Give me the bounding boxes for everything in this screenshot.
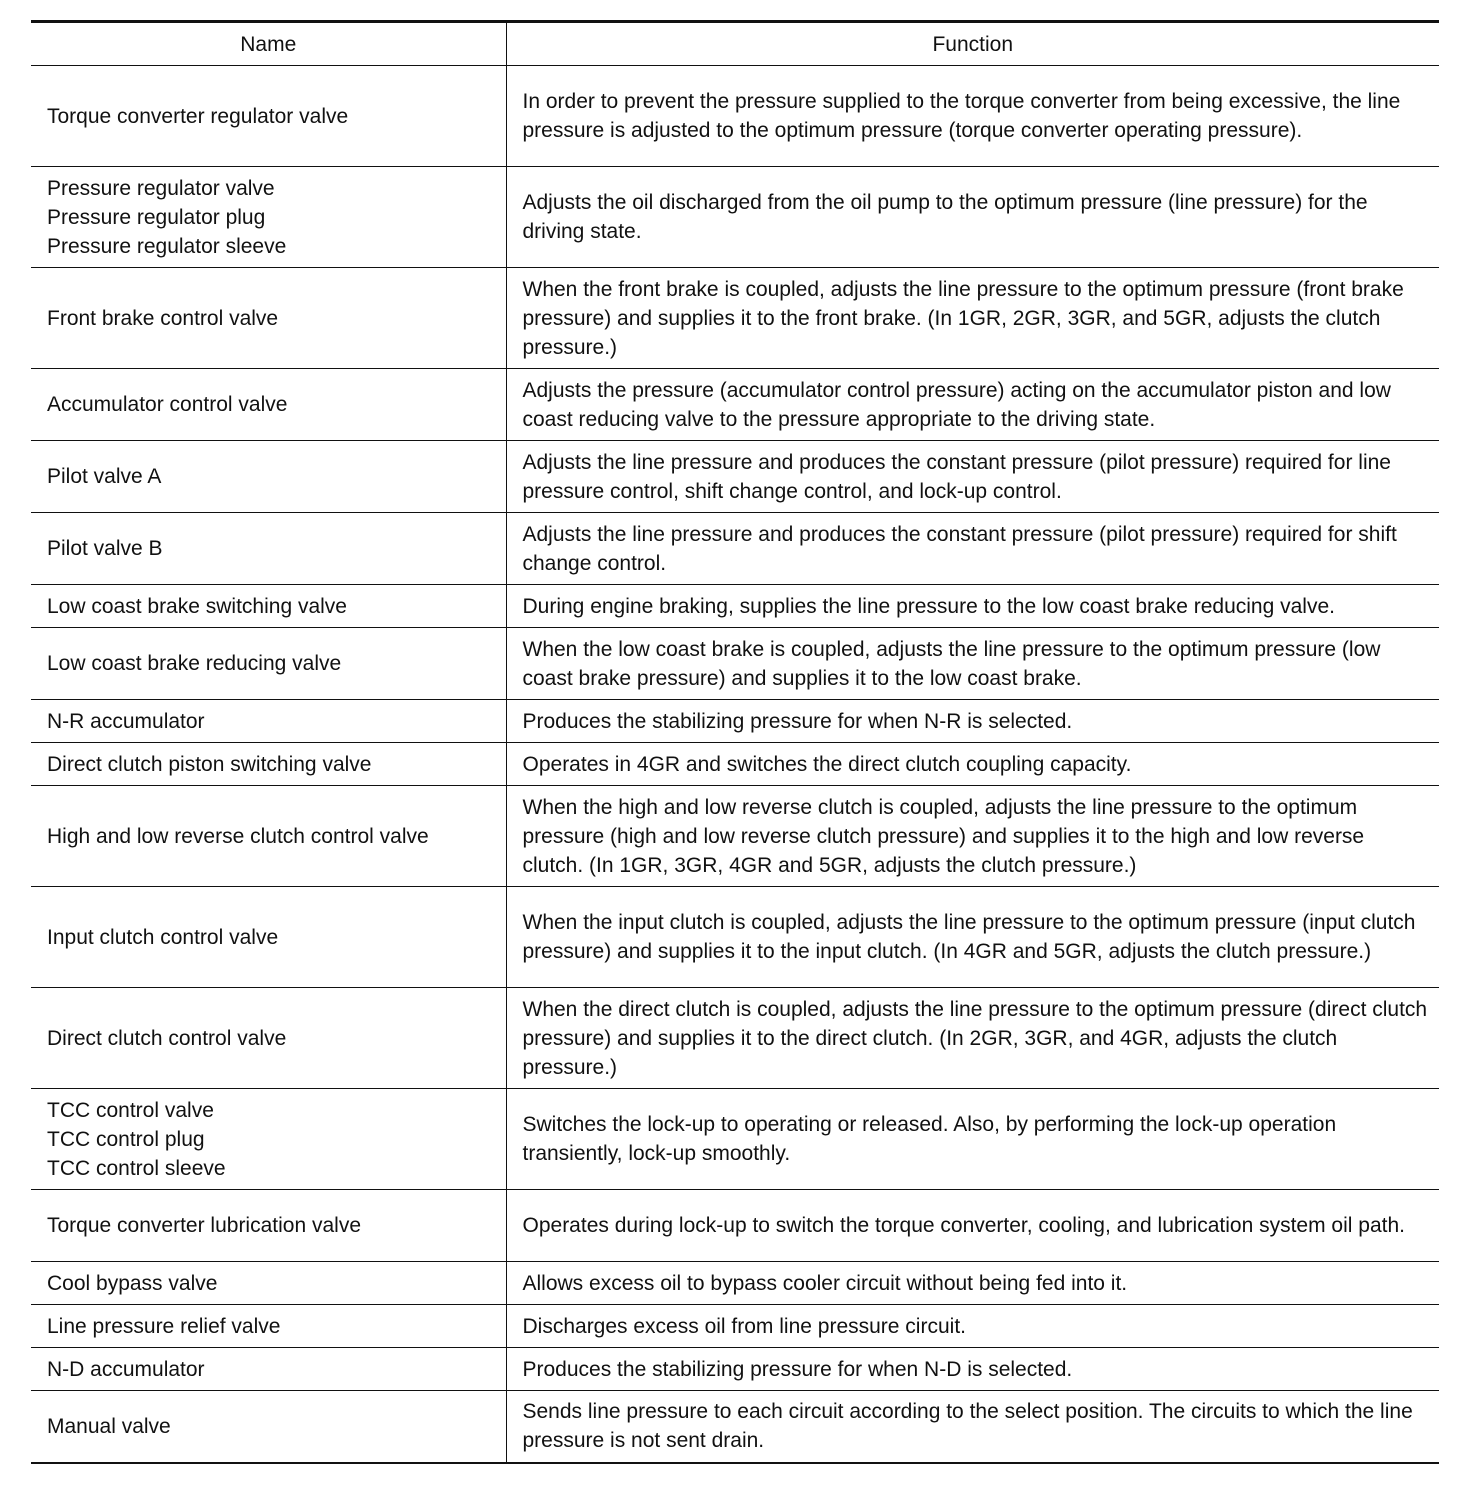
table-row: [31, 1305, 1439, 1348]
valve-name: Pressure regulator sleeve: [47, 234, 287, 258]
table-row: [31, 441, 1439, 513]
valve-name: Pressure regulator plug: [47, 205, 266, 229]
valve-name-cell: [31, 1348, 506, 1391]
valve-name-cell: [31, 66, 506, 167]
valve-name-cell: [31, 700, 506, 743]
valve-name: High and low reverse clutch control valve: [47, 824, 429, 848]
table-row: [31, 1089, 1439, 1190]
valve-name: Direct clutch control valve: [47, 1026, 287, 1050]
valve-name-cell: [31, 585, 506, 628]
valve-name: Pressure regulator valve: [47, 176, 275, 200]
valve-function-cell: When the low coast brake is coupled, adjusts the line pressure to the optimum pressure (low coast brake pressure) and supplies it to the low coast brake.: [506, 628, 1439, 700]
valve-name-cell: [31, 786, 506, 887]
table-row: [31, 700, 1439, 743]
valve-name-cell: [31, 1190, 506, 1262]
valve-name-cell: [31, 441, 506, 513]
table-row: [31, 887, 1439, 988]
valve-name: TCC control valve: [47, 1098, 214, 1122]
valve-name: Input clutch control valve: [47, 925, 279, 949]
valve-name-cell: [31, 988, 506, 1089]
table-row: [31, 167, 1439, 268]
valve-function-cell: Sends line pressure to each circuit according to the select position. The circuits to which the line pressure is not sent drain.: [506, 1391, 1439, 1463]
table-row: [31, 1348, 1439, 1391]
valve-function-cell: Operates in 4GR and switches the direct clutch coupling capacity.: [506, 743, 1439, 786]
valve-function-cell: When the input clutch is coupled, adjusts the line pressure to the optimum pressure (input clutch pressure) and supplies it to the input clutch. (In 4GR and 5GR, adjusts the clutch pressure.): [506, 887, 1439, 988]
valve-function-cell: Produces the stabilizing pressure for when N-R is selected.: [506, 700, 1439, 743]
table-row: [31, 1262, 1439, 1305]
table-row: [31, 988, 1439, 1089]
valve-name: Low coast brake switching valve: [47, 594, 347, 618]
valve-name: Manual valve: [47, 1414, 171, 1438]
valve-name-cell: [31, 887, 506, 988]
valve-function-cell: Produces the stabilizing pressure for when N-D is selected.: [506, 1348, 1439, 1391]
valve-name-cell: [31, 513, 506, 585]
valve-function-cell: During engine braking, supplies the line pressure to the low coast brake reducing valve.: [506, 585, 1439, 628]
valve-name: Line pressure relief valve: [47, 1314, 281, 1338]
table-row: [31, 1190, 1439, 1262]
table-row: [31, 1391, 1439, 1463]
valve-name: Pilot valve A: [47, 465, 162, 488]
valve-function-table: [31, 20, 1439, 1464]
valve-name-cell: [31, 369, 506, 441]
valve-function-cell: Allows excess oil to bypass cooler circuit without being fed into it.: [506, 1262, 1439, 1305]
valve-function-cell: When the high and low reverse clutch is coupled, adjusts the line pressure to the optimum pressure (high and low reverse clutch pressure) and supplies it to the high and low reverse clutch. (In 1GR, 3GR, 4GR and 5GR, adjusts the clutch pressure.): [506, 786, 1439, 887]
valve-name: Torque converter lubrication valve: [47, 1214, 361, 1237]
valve-name: TCC control sleeve: [47, 1156, 226, 1180]
table-row: [31, 268, 1439, 369]
valve-function-cell: Adjusts the pressure (accumulator control pressure) acting on the accumulator piston and low coast reducing valve to the pressure appropriate to the driving state.: [506, 369, 1439, 441]
valve-function-cell: Adjusts the line pressure and produces the constant pressure (pilot pressure) required for shift change control.: [506, 513, 1439, 585]
valve-function-cell: When the direct clutch is coupled, adjusts the line pressure to the optimum pressure (direct clutch pressure) and supplies it to the direct clutch. (In 2GR, 3GR, and 4GR, adjusts the clutch pressure.): [506, 988, 1439, 1089]
valve-name: Direct clutch piston switching valve: [47, 752, 372, 776]
valve-name: N-R accumulator: [47, 709, 205, 733]
table-row: [31, 585, 1439, 628]
table-row: [31, 513, 1439, 585]
valve-name: TCC control plug: [47, 1127, 205, 1151]
table-row: [31, 369, 1439, 441]
table-row: [31, 628, 1439, 700]
valve-function-cell: Adjusts the oil discharged from the oil pump to the optimum pressure (line pressure) for the driving state.: [506, 167, 1439, 268]
valve-function-cell: Switches the lock-up to operating or released. Also, by performing the lock-up operation transiently, lock-up smoothly.: [506, 1089, 1439, 1190]
valve-name-cell: [31, 1089, 506, 1190]
valve-name: N-D accumulator: [47, 1357, 205, 1381]
valve-name-cell: [31, 628, 506, 700]
valve-name-cell: [31, 1305, 506, 1348]
table-row: [31, 66, 1439, 167]
valve-name: Pilot valve B: [47, 537, 163, 560]
column-header-function: Function: [506, 22, 1439, 66]
column-header-name: Name: [31, 22, 506, 66]
table-header-row: [31, 22, 1439, 66]
table-body: [31, 66, 1439, 1463]
valve-name-cell: [31, 1391, 506, 1463]
valve-name-cell: [31, 268, 506, 369]
valve-name: Torque converter regulator valve: [47, 104, 349, 128]
valve-name-cell: [31, 743, 506, 786]
valve-name: Low coast brake reducing valve: [47, 652, 342, 675]
valve-name: Accumulator control valve: [47, 393, 288, 416]
table-row: [31, 743, 1439, 786]
valve-name-cell: [31, 1262, 506, 1305]
valve-name: Front brake control valve: [47, 306, 279, 330]
valve-function-cell: In order to prevent the pressure supplied to the torque converter from being excessive, the line pressure is adjusted to the optimum pressure (torque converter operating pressure).: [506, 66, 1439, 167]
valve-function-cell: Adjusts the line pressure and produces the constant pressure (pilot pressure) required for line pressure control, shift change control, and lock-up control.: [506, 441, 1439, 513]
valve-function-cell: When the front brake is coupled, adjusts the line pressure to the optimum pressure (front brake pressure) and supplies it to the front brake. (In 1GR, 2GR, 3GR, and 5GR, adjusts the clutch pressure.): [506, 268, 1439, 369]
valve-name: Cool bypass valve: [47, 1271, 218, 1295]
table-row: [31, 786, 1439, 887]
valve-name-cell: [31, 167, 506, 268]
valve-function-cell: Operates during lock-up to switch the torque converter, cooling, and lubrication system oil path.: [506, 1190, 1439, 1262]
valve-function-cell: Discharges excess oil from line pressure circuit.: [506, 1305, 1439, 1348]
